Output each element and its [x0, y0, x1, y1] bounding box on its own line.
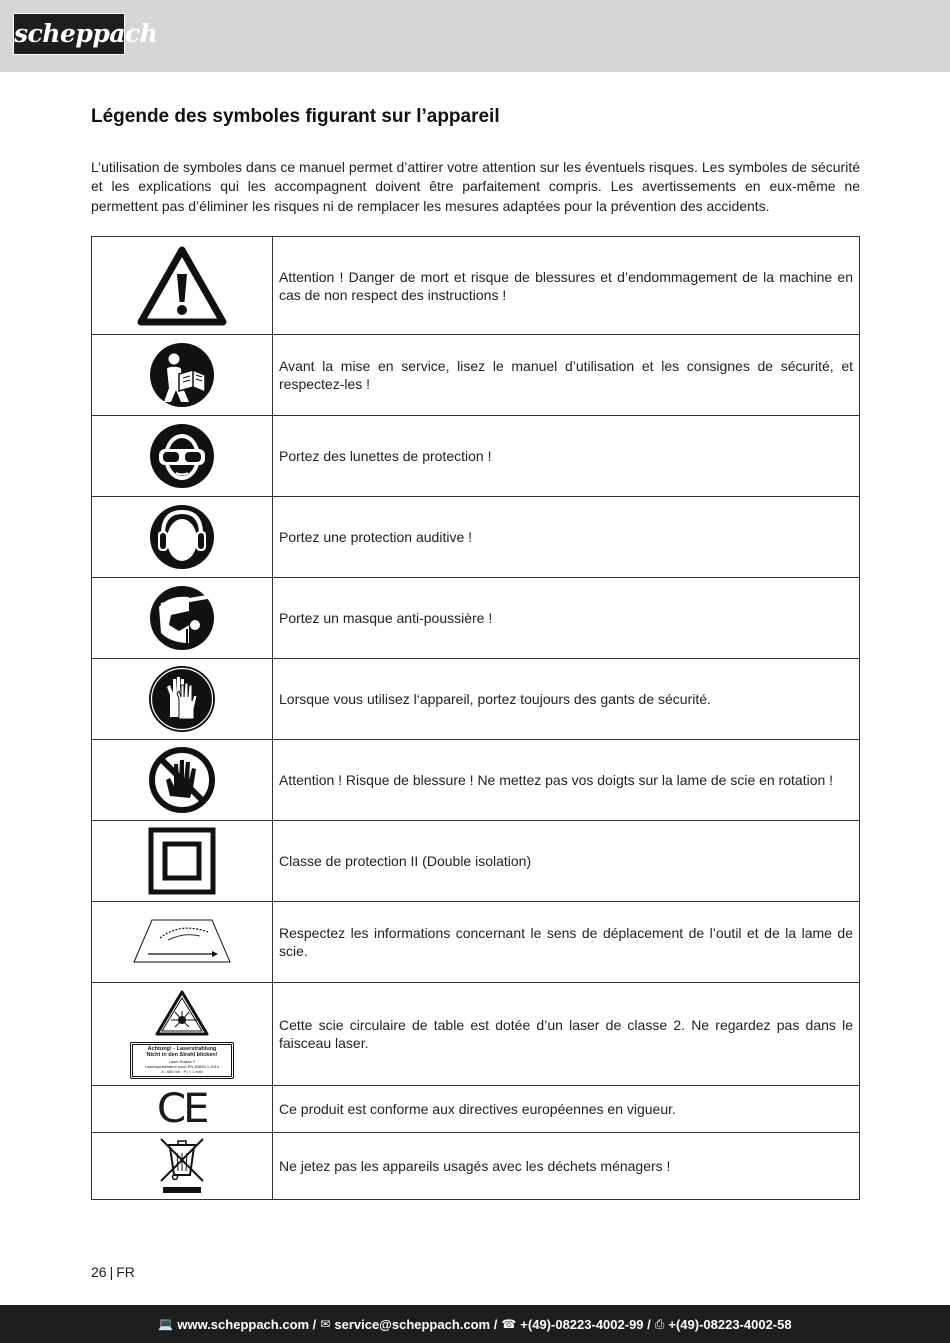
- table-row: [92, 902, 860, 983]
- table-row: [92, 335, 860, 416]
- laser-label-wavelength: λ= 650 nm: [161, 1068, 181, 1074]
- page-header: [0, 0, 950, 72]
- laser-label-line2: Nicht in den Strahl blicken!: [146, 1052, 218, 1058]
- table-row: [92, 740, 860, 821]
- symbol-description: Portez un masque anti-poussière !: [273, 578, 860, 658]
- symbol-cell: [92, 1086, 273, 1132]
- symbol-description: Respectez les informations concernant le sens de déplacement de l’outil et de la lame de scie.: [273, 902, 860, 982]
- laser-label: [130, 1042, 234, 1079]
- contact-footer: [0, 1305, 950, 1343]
- page-title: Légende des symboles figurant sur l’appareil: [91, 106, 500, 127]
- symbol-cell: [92, 902, 273, 982]
- table-row: [92, 821, 860, 902]
- table-row: [92, 659, 860, 740]
- symbols-table: [91, 236, 860, 1200]
- protection-class-ii-icon: [148, 827, 216, 895]
- table-row: [92, 1133, 860, 1200]
- symbol-cell: [92, 983, 273, 1085]
- symbol-description: Classe de protection II (Double isolation): [273, 821, 860, 901]
- laser-label-line1: Achtung! - Laserstrahlung: [147, 1045, 217, 1052]
- footer-fax: +(49)-08223-4002-58: [668, 1316, 792, 1332]
- symbol-description: Portez des lunettes de protection !: [273, 416, 860, 496]
- symbol-description: Cette scie circulaire de table est dotée d’un laser de classe 2. Ne regardez pas dans le faisceau laser.: [273, 983, 860, 1085]
- symbol-description: Lorsque vous utilisez l‘appareil, portez toujours des gants de sécurité.: [273, 659, 860, 739]
- symbol-cell: [92, 740, 273, 820]
- laser-label-power: Pₒ < 1 mW: [183, 1068, 203, 1074]
- laser-warning-group: [130, 990, 234, 1079]
- table-row: [92, 578, 860, 659]
- read-manual-icon: [149, 342, 215, 408]
- symbol-cell: [92, 1133, 273, 1199]
- email-icon: ✉: [320, 1317, 331, 1331]
- laser-label-line3: Laser Klasse 2: [168, 1058, 196, 1064]
- symbol-description: Ne jetez pas les appareils usagés avec les déchets ménagers !: [273, 1133, 860, 1199]
- symbol-description: Portez une protection auditive !: [273, 497, 860, 577]
- footer-website[interactable]: www.scheppach.com /: [177, 1316, 317, 1332]
- fax-icon: ⎙: [654, 1316, 665, 1331]
- table-row: [92, 983, 860, 1086]
- symbol-description: Attention ! Danger de mort et risque de blessures et d’endommagement de la machine en cas de non respect des instructions !: [273, 237, 860, 334]
- symbol-cell: [92, 659, 273, 739]
- table-row: [92, 416, 860, 497]
- ce-mark-icon: CE: [157, 1086, 207, 1132]
- warning-triangle-icon: [137, 246, 227, 326]
- laser-label-line4: Laserspezifikation nach EN 60825-1:2014: [144, 1063, 220, 1069]
- blade-direction-icon: [132, 918, 232, 966]
- weee-bin-icon: [158, 1137, 206, 1195]
- symbol-cell: [92, 821, 273, 901]
- table-row: [92, 1086, 860, 1133]
- symbol-cell: [92, 237, 273, 334]
- symbol-description: Avant la mise en service, lisez le manuel d’utilisation et les consignes de sécurité, et respectez-les !: [273, 335, 860, 415]
- table-row: [92, 497, 860, 578]
- phone-icon: ☎: [501, 1317, 517, 1331]
- page-language: FR: [116, 1264, 135, 1280]
- safety-goggles-icon: [149, 423, 215, 489]
- computer-icon: 💻: [158, 1317, 174, 1331]
- safety-gloves-icon: [148, 665, 216, 733]
- symbol-cell: [92, 416, 273, 496]
- intro-paragraph: L’utilisation de symboles dans ce manuel permet d’attirer votre attention sur les éventuels risques. Les symboles de sécurité et les explications qui les accompagnent doivent être parfaitement compris. Les avertissements en eux-même ne permettent pas d’éliminer les risques ni de remplacer les mesures adaptées pour la prévention des accidents.: [91, 159, 860, 214]
- dust-mask-icon: [149, 585, 215, 651]
- symbol-description: Attention ! Risque de blessure ! Ne mettez pas vos doigts sur la lame de scie en rotation !: [273, 740, 860, 820]
- symbol-description: Ce produit est conforme aux directives européennes en vigueur.: [273, 1086, 860, 1132]
- page-number: 26: [91, 1264, 107, 1280]
- symbol-cell: [92, 335, 273, 415]
- page-footer-label: 26 | FR: [91, 1264, 135, 1280]
- symbol-cell: [92, 497, 273, 577]
- table-row: [92, 237, 860, 335]
- footer-phone: +(49)-08223-4002-99 /: [520, 1316, 651, 1332]
- footer-email[interactable]: service@scheppach.com /: [334, 1316, 498, 1332]
- laser-warning-icon: [155, 990, 209, 1036]
- ear-protection-icon: [149, 504, 215, 570]
- scheppach-logo: scheppach: [13, 13, 125, 55]
- no-hand-icon: [148, 746, 216, 814]
- symbol-cell: [92, 578, 273, 658]
